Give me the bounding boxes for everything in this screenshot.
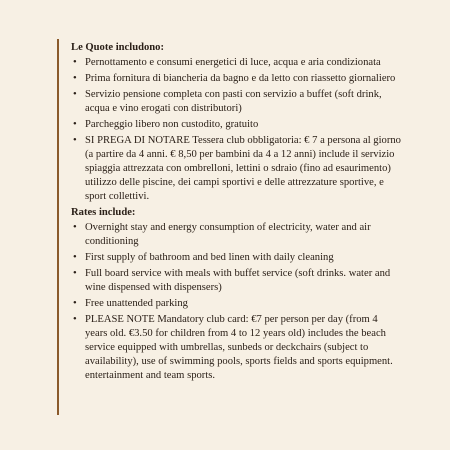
list-item <box>71 72 402 86</box>
list-item-text: SI PREGA DI NOTARE Tessera club obbligatoria: € 7 a persona al giorno (a partire da 4 anni. € 8,50 per bambini da 4 a 12 anni) include il servizio spiaggia attrezzata con ombrelloni, lettini o sdraio (fino ad esaurimento) utilizzo delle piscine, dei campi sportivi e delle attrezzature sportive, e sport collettivi. <box>85 135 401 202</box>
italian-section-heading: Le Quote includono: <box>71 42 165 53</box>
bullet-icon: • <box>73 57 77 68</box>
list-item-text: PLEASE NOTE Mandatory club card: €7 per person per day (from 4 years old. €3.50 for children from 4 to 12 years old) includes the beach service equipped with umbrellas, sunbeds or deckchairs (subject to availability), use of swimming pools, sports fields and sports equipment. entertainment and team sports. <box>85 314 393 381</box>
list-item <box>71 297 402 311</box>
rates-content-block <box>57 39 402 415</box>
list-item <box>71 313 402 383</box>
english-inclusions-list <box>71 221 402 383</box>
list-item-text: Prima fornitura di biancheria da bagno e da letto con riassetto giornaliero <box>85 73 396 84</box>
list-item-text: Overnight stay and energy consumption of electricity, water and air conditioning <box>85 222 371 247</box>
italian-inclusions-list <box>71 56 402 204</box>
bullet-icon: • <box>73 119 77 130</box>
bullet-icon: • <box>73 73 77 84</box>
list-item <box>71 118 402 132</box>
list-item-text: Parcheggio libero non custodito, gratuito <box>85 119 259 130</box>
bullet-icon: • <box>73 222 77 233</box>
list-item <box>71 134 402 204</box>
list-item <box>71 88 402 116</box>
bullet-icon: • <box>73 268 77 279</box>
bullet-icon: • <box>73 314 77 325</box>
list-item-text: First supply of bathroom and bed linen with daily cleaning <box>85 252 334 263</box>
list-item <box>71 56 402 70</box>
list-item-text: Pernottamento e consumi energetici di luce, acqua e aria condizionata <box>85 57 381 68</box>
english-section-heading: Rates include: <box>71 207 136 218</box>
bullet-icon: • <box>73 89 77 100</box>
bullet-icon: • <box>73 298 77 309</box>
bullet-icon: • <box>73 135 77 146</box>
list-item <box>71 221 402 249</box>
bullet-icon: • <box>73 252 77 263</box>
list-item-text: Free unattended parking <box>85 298 188 309</box>
list-item-text: Servizio pensione completa con pasti con servizio a buffet (soft drink, acqua e vino erogati con distributori) <box>85 89 382 114</box>
list-item-text: Full board service with meals with buffet service (soft drinks. water and wine dispensed with dispensers) <box>85 268 391 293</box>
list-item <box>71 251 402 265</box>
list-item <box>71 267 402 295</box>
